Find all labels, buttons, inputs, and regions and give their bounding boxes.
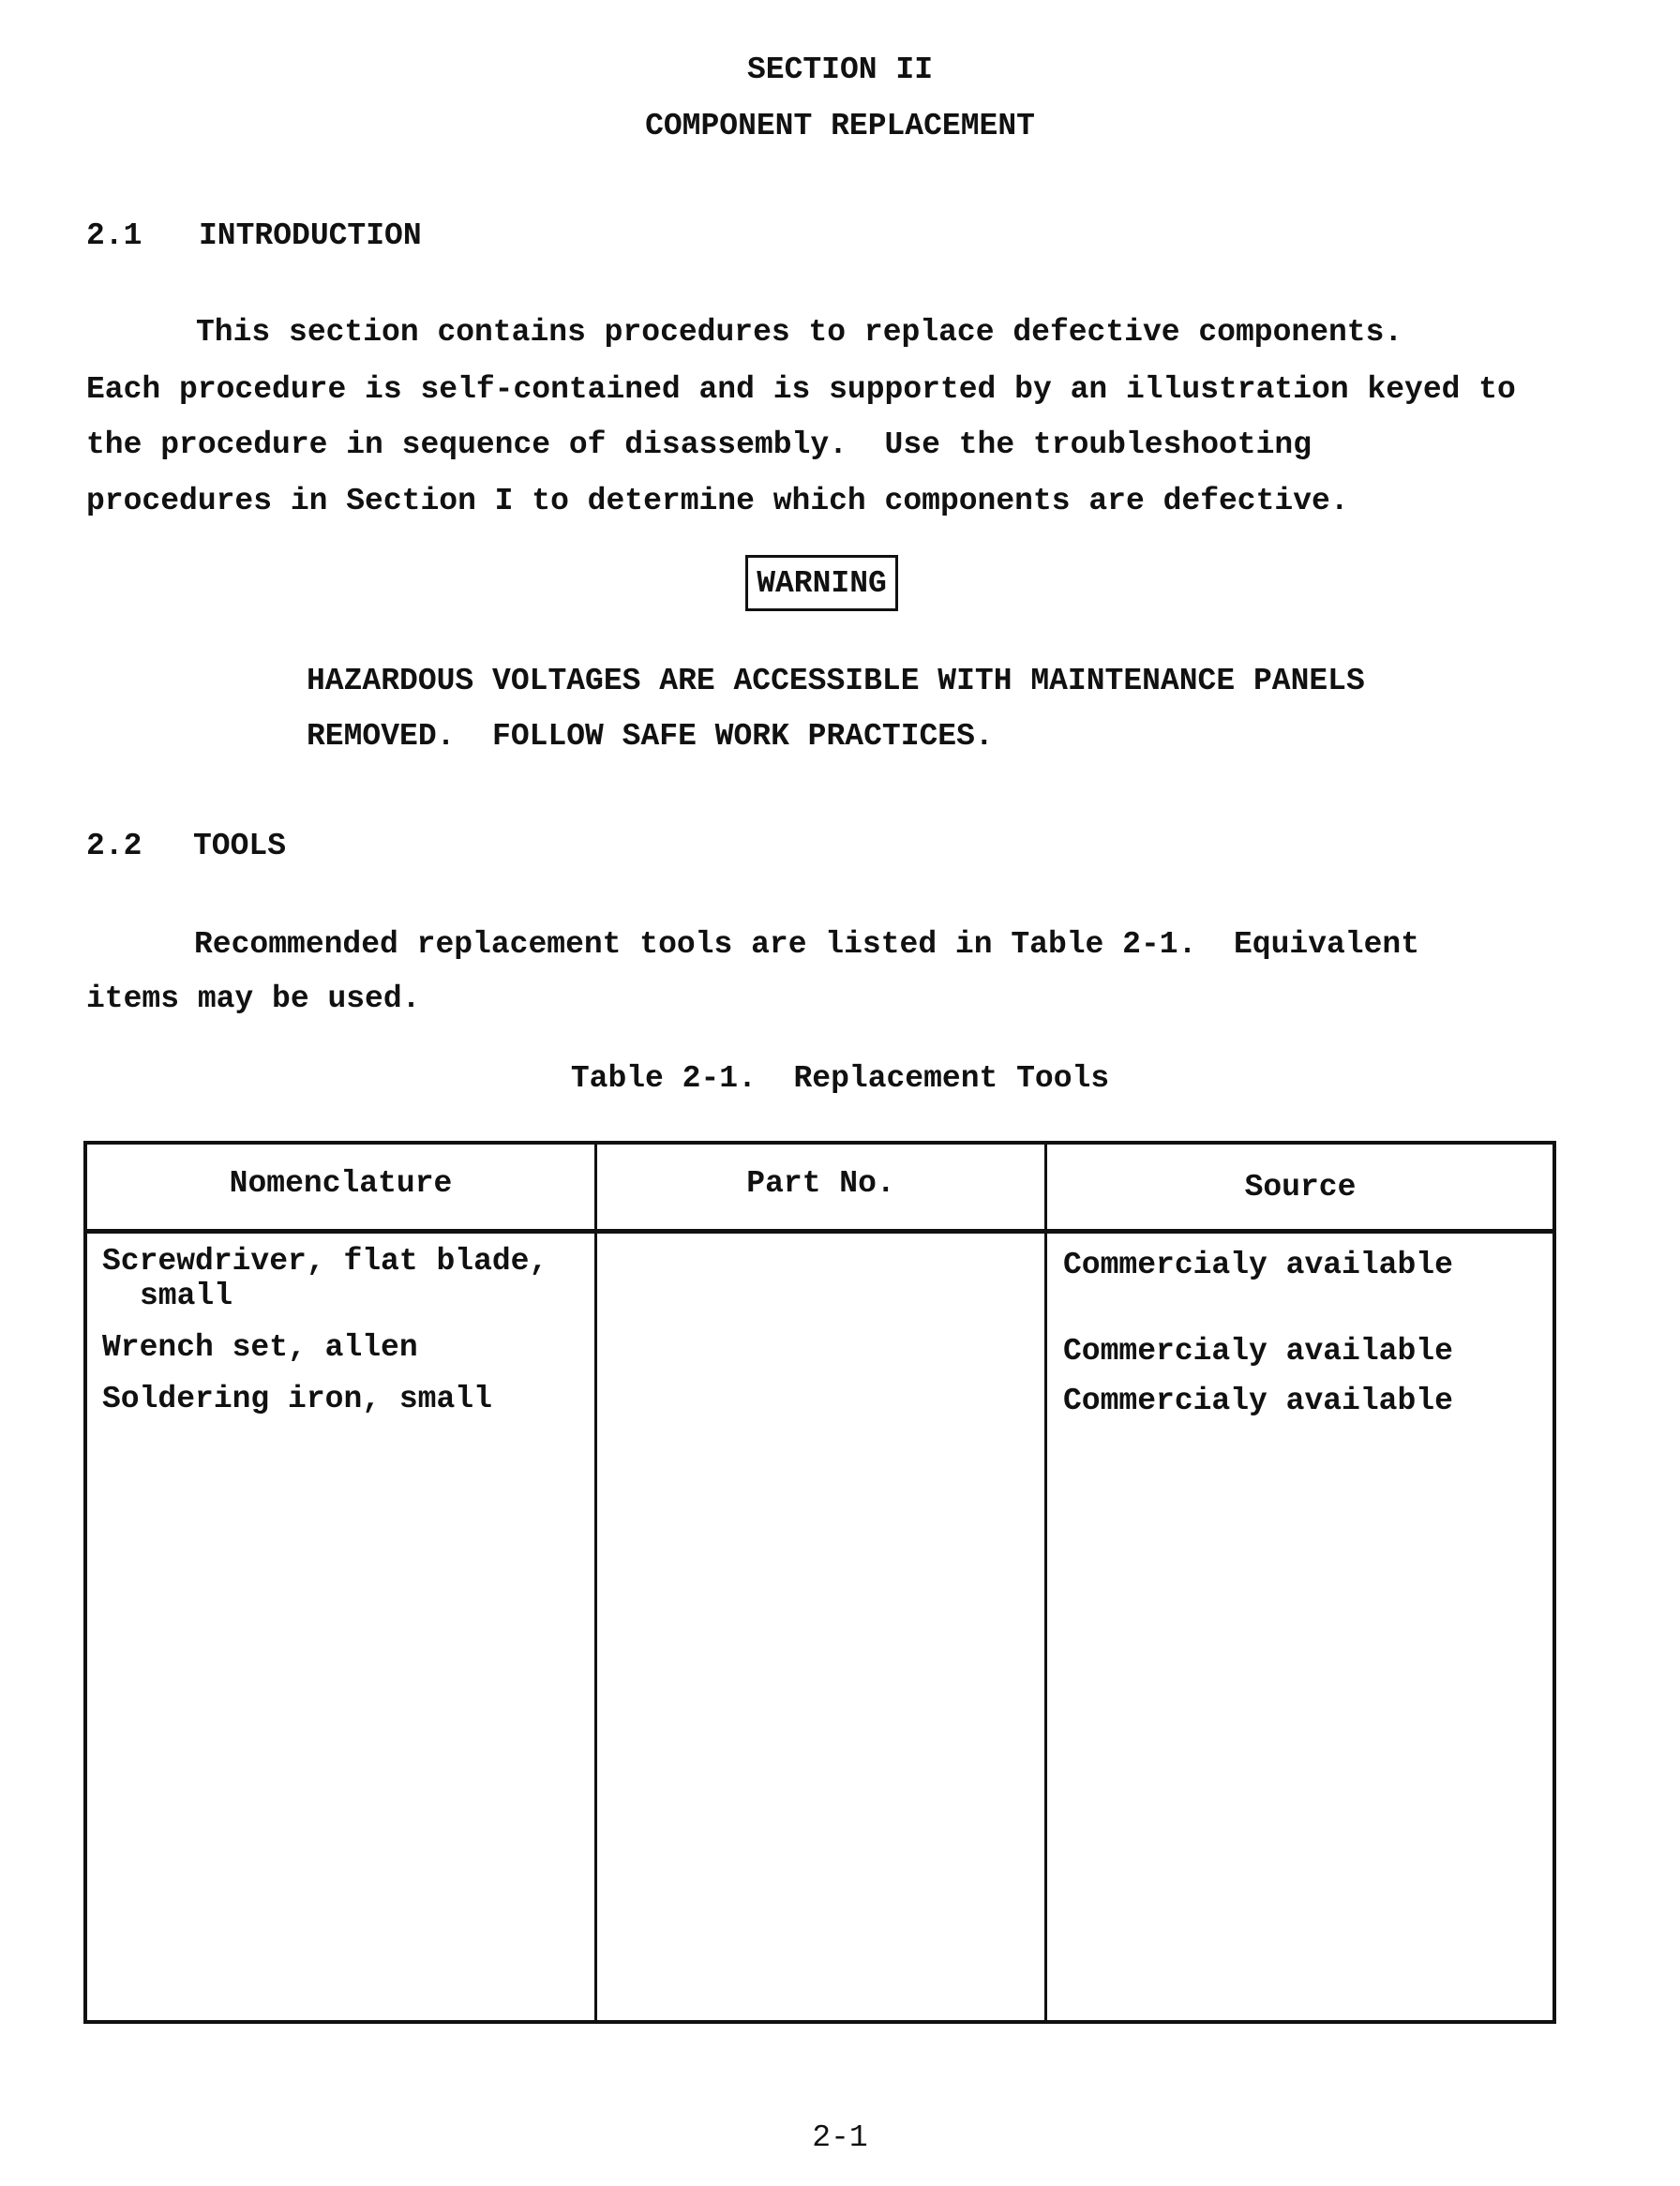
table-title: Table 2-1. Replacement Tools xyxy=(0,1060,1680,1098)
header-part-no: Part No. xyxy=(597,1165,1044,1203)
tools-heading: TOOLS xyxy=(193,828,286,865)
cell-nomenclature: Wrench set, allen xyxy=(102,1329,418,1367)
intro-line: the procedure in sequence of disassembly. Use the troubleshooting xyxy=(86,427,1312,464)
tools-line: items may be used. xyxy=(86,981,420,1018)
tools-line: Recommended replacement tools are listed in Table 2-1. Equivalent xyxy=(194,926,1419,964)
warning-box xyxy=(745,555,898,611)
warning-text: HAZARDOUS VOLTAGES ARE ACCESSIBLE WITH MAINTENANCE PANELS xyxy=(307,663,1365,700)
intro-line: procedures in Section I to determine which components are defective. xyxy=(86,483,1349,520)
intro-number: 2.1 xyxy=(86,217,142,255)
header-divider xyxy=(87,1229,1552,1234)
intro-line: This section contains procedures to replace defective components. xyxy=(196,314,1402,352)
column-divider xyxy=(1044,1145,1047,2020)
section-title: COMPONENT REPLACEMENT xyxy=(0,108,1680,145)
tools-number: 2.2 xyxy=(86,828,142,865)
cell-nomenclature-cont: small xyxy=(140,1278,232,1315)
section-label: SECTION II xyxy=(0,52,1680,89)
header-source: Source xyxy=(1047,1169,1553,1206)
cell-source: Commercialy available xyxy=(1063,1333,1453,1370)
warning-text: REMOVED. FOLLOW SAFE WORK PRACTICES. xyxy=(307,718,994,756)
header-nomenclature: Nomenclature xyxy=(87,1165,594,1203)
cell-nomenclature: Soldering iron, small xyxy=(102,1381,492,1418)
replacement-tools-table xyxy=(83,1141,1556,2024)
cell-source: Commercialy available xyxy=(1063,1383,1453,1420)
intro-heading: INTRODUCTION xyxy=(199,217,422,255)
page-number: 2-1 xyxy=(0,2119,1680,2157)
cell-nomenclature: Screwdriver, flat blade, xyxy=(102,1243,548,1280)
warning-label: WARNING xyxy=(757,566,887,601)
cell-source: Commercialy available xyxy=(1063,1247,1453,1284)
column-divider xyxy=(594,1145,597,2020)
intro-line: Each procedure is self-contained and is supported by an illustration keyed to xyxy=(86,371,1516,409)
